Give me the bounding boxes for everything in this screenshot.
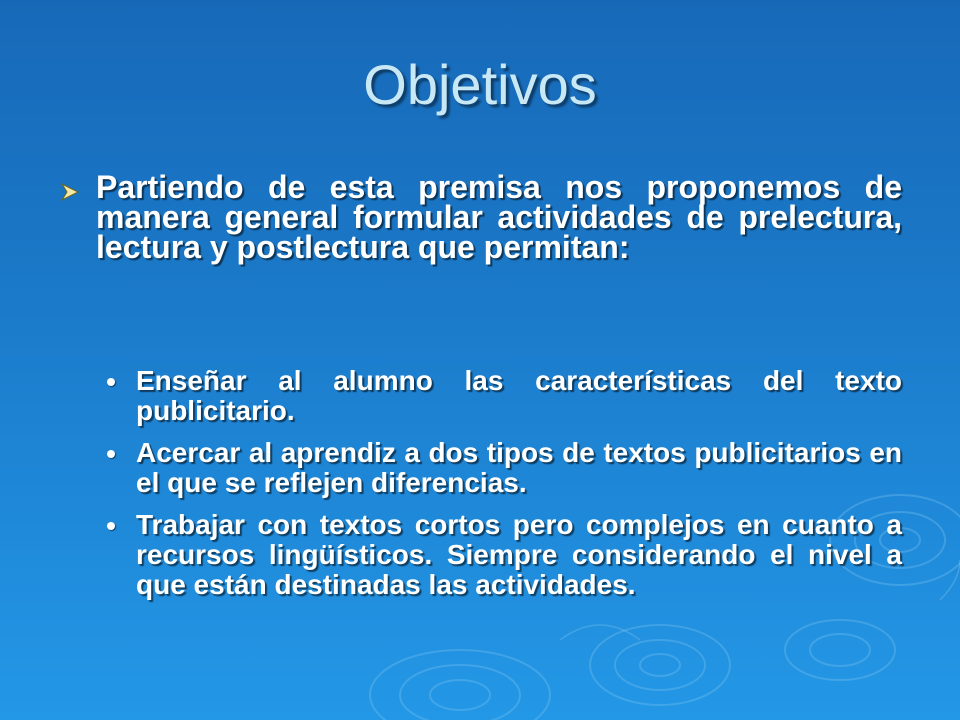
sub-point-item [104, 510, 902, 600]
dot-bullet-icon [107, 378, 115, 386]
main-point-text: Partiendo de esta premisa nos proponemos de manera general formular actividades de prelectura, lectura y postlectura que permitan: [96, 169, 902, 265]
arrow-bullet-icon [60, 182, 80, 202]
sub-points-list [104, 366, 902, 612]
sub-point-text: Trabajar con textos cortos pero complejos en cuanto a recursos lingüísticos. Siempre considerando el nivel a que están destinadas las actividades. [136, 509, 902, 600]
dot-bullet-icon [107, 450, 115, 458]
main-bullet-point [60, 169, 902, 265]
sub-point-item [104, 438, 902, 498]
sub-point-item [104, 366, 902, 426]
dot-bullet-icon [107, 522, 115, 530]
sub-point-text: Enseñar al alumno las características del texto publicitario. [136, 365, 902, 426]
slide-title: Objetivos [363, 53, 597, 116]
sub-point-text: Acercar al aprendiz a dos tipos de textos publicitarios en el que se reflejen diferencias. [136, 437, 902, 498]
